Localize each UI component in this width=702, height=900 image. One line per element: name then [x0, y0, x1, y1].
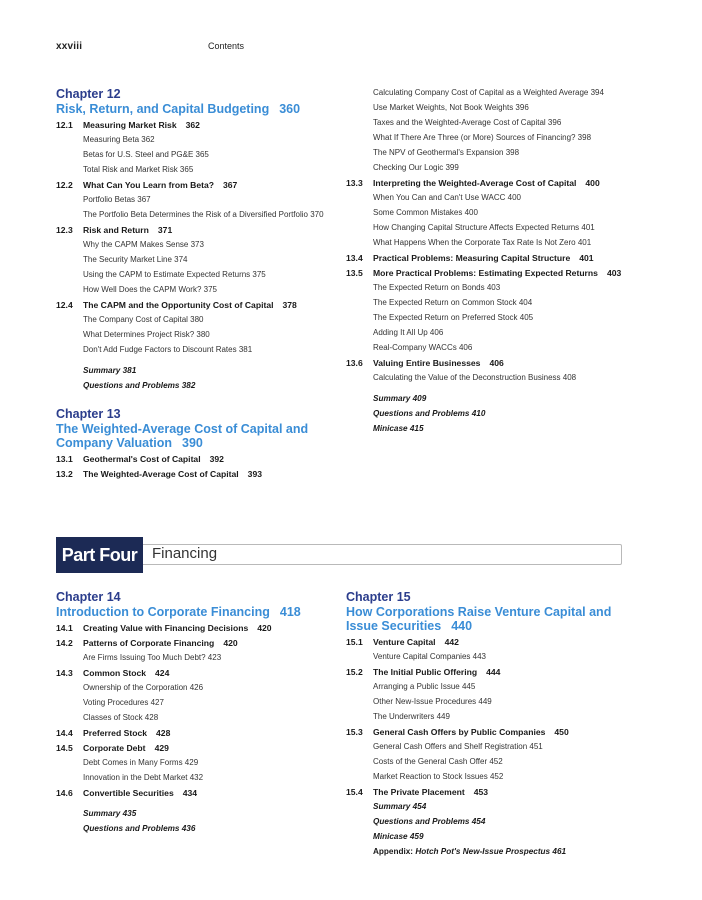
subsection: Debt Comes in Many Forms 429 [83, 758, 199, 767]
subsection: Betas for U.S. Steel and PG&E 365 [83, 150, 209, 159]
section-heading: 15.3 General Cash Offers by Public Companies 450 [346, 727, 569, 737]
subsection: Real-Company WACCs 406 [373, 343, 473, 352]
questions-entry: Questions and Problems 436 [83, 824, 196, 833]
section-heading: 14.6 Convertible Securities 434 [56, 788, 198, 798]
chapter-13 [56, 407, 324, 480]
subsection: Venture Capital Companies 443 [373, 652, 486, 661]
chapter-number: Chapter 15 [346, 590, 411, 604]
subsection: Calculating Company Cost of Capital as a Weighted Average 394 [373, 88, 604, 97]
subsection: Checking Our Logic 399 [373, 163, 459, 172]
subsection: What Happens When the Corporate Tax Rate Is Not Zero 401 [373, 238, 592, 247]
subsection: Total Risk and Market Risk 365 [83, 165, 194, 174]
subsection: Why the CAPM Makes Sense 373 [83, 240, 204, 249]
chapter-15 [346, 590, 628, 861]
section-heading: 12.3 Risk and Return 371 [56, 225, 173, 235]
questions-entry: Questions and Problems 410 [373, 409, 486, 418]
section-heading: 15.1 Venture Capital 442 [346, 637, 459, 647]
section-heading: 14.1 Creating Value with Financing Decisions 420 [56, 623, 272, 633]
section-heading: 14.3 Common Stock 424 [56, 668, 170, 678]
section-heading: 12.4 The CAPM and the Opportunity Cost of Capital 378 [56, 300, 297, 310]
section-heading: 14.4 Preferred Stock 428 [56, 728, 171, 738]
subsection: What Determines Project Risk? 380 [83, 330, 210, 339]
section-heading: 14.2 Patterns of Corporate Financing 420 [56, 638, 238, 648]
chapter-title: The Weighted-Average Cost of Capital and Company Valuation 390 [56, 422, 309, 450]
subsection: Other New-Issue Procedures 449 [373, 697, 492, 706]
running-header: Contents [208, 41, 245, 51]
subsection: Ownership of the Corporation 426 [83, 683, 204, 692]
subsection: Use Market Weights, Not Book Weights 396 [373, 103, 529, 112]
subsection: The Expected Return on Preferred Stock 405 [373, 313, 534, 322]
section-heading: 13.3 Interpreting the Weighted-Average Cost of Capital 400 [346, 178, 600, 188]
subsection: Innovation in the Debt Market 432 [83, 773, 204, 782]
summary-entry: Summary 454 [373, 802, 427, 811]
chapter-page: 418 [279, 605, 301, 619]
subsection: Taxes and the Weighted-Average Cost of Capital 396 [373, 118, 562, 127]
minicase-entry: Minicase 459 [373, 832, 424, 841]
part-label: Part Four [56, 537, 143, 573]
subsection: Portfolio Betas 367 [83, 195, 151, 204]
subsection: The Portfolio Beta Determines the Risk of a Diversified Portfolio 370 [83, 210, 324, 219]
subsection: Adding It All Up 406 [373, 328, 444, 337]
section-heading: 13.2 The Weighted-Average Cost of Capital 393 [56, 469, 263, 479]
section-heading: 12.2 What Can You Learn from Beta? 367 [56, 180, 238, 190]
toc-column-left-top [56, 87, 324, 496]
subsection: The Underwriters 449 [373, 712, 450, 721]
subsection: How Well Does the CAPM Work? 375 [83, 285, 217, 294]
chapter-number: Chapter 14 [56, 590, 121, 604]
chapter-12 [56, 87, 324, 391]
chapter-number: Chapter 12 [56, 87, 121, 101]
subsection: The NPV of Geothermal's Expansion 398 [373, 148, 520, 157]
chapter-number: Chapter 13 [56, 407, 121, 421]
subsection: The Security Market Line 374 [83, 255, 188, 264]
subsection: Market Reaction to Stock Issues 452 [373, 772, 504, 781]
subsection: The Expected Return on Bonds 403 [373, 283, 501, 292]
section-heading: 13.1 Geothermal's Cost of Capital 392 [56, 454, 224, 464]
chapter-14 [56, 590, 324, 838]
toc-column-right-top [346, 87, 628, 438]
section-heading: 13.5 More Practical Problems: Estimating Expected Returns 403 [346, 268, 622, 278]
minicase-entry: Minicase 415 [373, 424, 424, 433]
section-heading: 13.4 Practical Problems: Measuring Capital Structure 401 [346, 253, 594, 263]
summary-entry: Summary 435 [83, 809, 137, 818]
chapter-page: 440 [451, 619, 473, 633]
questions-entry: Questions and Problems 382 [83, 381, 196, 390]
summary-entry: Summary 409 [373, 394, 427, 403]
subsection: Don't Add Fudge Factors to Discount Rates 381 [83, 345, 253, 354]
section-heading: 15.2 The Initial Public Offering 444 [346, 667, 501, 677]
subsection: Arranging a Public Issue 445 [373, 682, 476, 691]
questions-entry: Questions and Problems 454 [373, 817, 486, 826]
subsection: The Company Cost of Capital 380 [83, 315, 204, 324]
chapter-page: 390 [182, 436, 203, 450]
subsection: Measuring Beta 362 [83, 135, 155, 144]
summary-entry: Summary 381 [83, 366, 137, 375]
chapter-title: Introduction to Corporate Financing 418 [56, 605, 301, 619]
appendix-entry: Appendix: Hotch Pot's New-Issue Prospectus 461 [373, 847, 567, 856]
subsection: Voting Procedures 427 [83, 698, 164, 707]
subsection: Costs of the General Cash Offer 452 [373, 757, 503, 766]
section-heading: 15.4 The Private Placement 453 [346, 787, 489, 797]
chapter-title: Risk, Return, and Capital Budgeting 360 [56, 102, 301, 116]
subsection: Calculating the Value of the Deconstruction Business 408 [373, 373, 577, 382]
subsection: Are Firms Issuing Too Much Debt? 423 [83, 653, 222, 662]
section-heading: 13.6 Valuing Entire Businesses 406 [346, 358, 504, 368]
subsection: Classes of Stock 428 [83, 713, 159, 722]
chapter-page: 360 [279, 102, 301, 116]
subsection: What If There Are Three (or More) Sources of Financing? 398 [373, 133, 592, 142]
subsection: General Cash Offers and Shelf Registration 451 [373, 742, 543, 751]
subsection: Some Common Mistakes 400 [373, 208, 478, 217]
subsection: When You Can and Can't Use WACC 400 [373, 193, 521, 202]
page-number: xxviii [56, 41, 83, 52]
section-heading: 14.5 Corporate Debt 429 [56, 743, 169, 753]
section-heading: 12.1 Measuring Market Risk 362 [56, 120, 200, 130]
part-title: Financing [152, 545, 218, 562]
subsection: The Expected Return on Common Stock 404 [373, 298, 533, 307]
subsection: How Changing Capital Structure Affects Expected Returns 401 [373, 223, 595, 232]
subsection: Using the CAPM to Estimate Expected Returns 375 [83, 270, 266, 279]
chapter-title: How Corporations Raise Venture Capital and Issue Securities 440 [346, 605, 612, 633]
